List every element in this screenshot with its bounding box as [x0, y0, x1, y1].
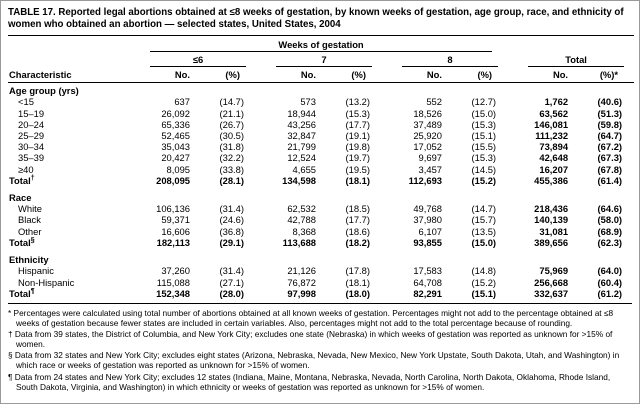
count-cell: 42,648: [539, 152, 569, 164]
count-cell: 573: [300, 96, 316, 108]
percent-cell: (64.0): [597, 265, 623, 277]
section-heading-row: [8, 248, 634, 265]
section-heading: Ethnicity: [9, 254, 49, 266]
percent-cell: (14.8): [471, 265, 497, 277]
percent-cell: (51.3): [597, 107, 623, 119]
percent-cell: (14.5): [471, 163, 497, 175]
percent-cell: (17.7): [345, 214, 370, 226]
percent-cell: (28.0): [219, 287, 244, 299]
percent-cell: (61.2): [597, 287, 623, 299]
count-cell: 455,386: [534, 174, 569, 186]
percent-cell: (67.8): [597, 163, 623, 175]
percent-cell: (18.1): [345, 174, 370, 186]
table-row: [8, 108, 634, 119]
percent-cell: (15.3): [471, 152, 497, 164]
percent-cell: (64.7): [597, 130, 623, 142]
percent-cell: (19.7): [345, 152, 370, 164]
percent-cell: (17.8): [345, 265, 370, 277]
row-label: ≥40: [18, 163, 34, 175]
row-label: Non-Hispanic: [18, 276, 75, 288]
table-row: [8, 96, 634, 107]
table-row: [8, 277, 634, 288]
percent-cell: (30.5): [219, 130, 244, 142]
count-cell: 18,944: [287, 107, 316, 119]
percent-cell: (13.5): [471, 225, 497, 237]
table-row: [8, 226, 634, 237]
percent-cell: (18.6): [345, 225, 370, 237]
col-group-total-label: Total: [528, 52, 624, 67]
percent-cell: (17.7): [345, 118, 370, 130]
total-row: [8, 175, 634, 186]
count-cell: 64,708: [413, 276, 442, 288]
table-body: [8, 83, 634, 299]
section-heading: Age group (yrs): [9, 85, 79, 97]
percent-cell: (14.7): [219, 96, 244, 108]
percent-cell: (15.2): [471, 276, 497, 288]
percent-cell: (60.4): [597, 276, 623, 288]
count-cell: 12,524: [287, 152, 316, 164]
column-group-row: [8, 52, 634, 67]
percent-cell: (15.1): [471, 130, 497, 142]
weeks-of-gestation-label: Weeks of gestation: [150, 39, 492, 52]
row-label: Hispanic: [18, 265, 54, 277]
count-cell: 37,260: [161, 265, 190, 277]
count-cell: 146,081: [534, 118, 569, 130]
row-label: Black: [18, 214, 41, 226]
count-cell: 8,095: [166, 163, 190, 175]
total-row: [8, 237, 634, 248]
percent-cell: (31.4): [219, 265, 244, 277]
table-row: [8, 164, 634, 175]
col-group-total: [508, 52, 634, 67]
footnote-asterisk: * Percentages were calculated using total number of abortions obtained at all known weeks of gestation. Percentages might not add to the percentage obtained at ≤8 weeks of gestation because fewer states are included in certain variables. Also, percentages might not add to the total percentage because of rounding.: [8, 307, 614, 329]
count-cell: 59,371: [161, 214, 190, 226]
percent-cell: (21.1): [219, 107, 244, 119]
percent-cell: (15.0): [471, 107, 497, 119]
percent-cell: (19.8): [345, 141, 370, 153]
percent-cell: (28.1): [219, 174, 244, 186]
table-row: [8, 265, 634, 276]
percent-cell: (15.2): [471, 174, 497, 186]
count-cell: 65,336: [161, 118, 190, 130]
count-cell: 82,291: [413, 287, 442, 299]
group-header-row: [8, 36, 634, 53]
count-cell: 21,799: [287, 141, 316, 153]
total-row: [8, 288, 634, 299]
count-cell: 332,637: [534, 287, 569, 299]
row-label: 35–39: [18, 152, 45, 164]
percent-cell: (15.0): [471, 236, 497, 248]
blank-cell: [8, 36, 130, 53]
percent-cell: (67.3): [597, 152, 623, 164]
count-cell: 113,688: [282, 236, 316, 248]
count-cell: 63,562: [539, 107, 569, 119]
percent-cell: (68.9): [597, 225, 623, 237]
percent-cell: (27.1): [219, 276, 244, 288]
count-cell: 43,256: [287, 118, 316, 130]
percent-cell: (15.1): [471, 287, 497, 299]
count-cell: 31,081: [539, 225, 569, 237]
percent-cell: (18.5): [345, 203, 370, 215]
table-row: [8, 141, 634, 152]
row-label: <15: [18, 96, 34, 108]
count-cell: 62,532: [287, 203, 316, 215]
count-cell: 21,126: [287, 265, 316, 277]
count-cell: 140,139: [534, 214, 569, 226]
percent-cell: (67.2): [597, 141, 623, 153]
col-group-8-label: 8: [402, 52, 498, 67]
count-cell: 106,136: [156, 203, 190, 215]
count-cell: 218,436: [534, 203, 569, 215]
pct-header: (%): [324, 67, 382, 83]
percent-cell: (61.4): [597, 174, 623, 186]
count-cell: 37,980: [413, 214, 442, 226]
count-cell: 9,697: [418, 152, 442, 164]
count-cell: 389,656: [534, 236, 569, 248]
percent-cell: (12.7): [471, 96, 497, 108]
count-cell: 17,583: [413, 265, 442, 277]
no-header: No.: [382, 67, 450, 83]
percent-cell: (36.8): [219, 225, 244, 237]
no-header: No.: [256, 67, 324, 83]
count-cell: 97,998: [287, 287, 316, 299]
count-cell: 16,606: [161, 225, 190, 237]
section-heading: Race: [9, 192, 32, 204]
count-cell: 182,113: [156, 236, 190, 248]
row-label: Total§: [9, 236, 35, 248]
table-title: TABLE 17. Reported legal abortions obtained at ≤8 weeks of gestation, by known weeks of gestation, age group, race, and ethnicity of women who obtained an abortion — selected states, United States, 2004: [8, 7, 624, 31]
percent-cell: (19.1): [345, 130, 370, 142]
no-header: No.: [508, 67, 576, 83]
blank-cell: [8, 52, 130, 67]
footnote-marker: §: [30, 236, 35, 244]
section-heading-row: [8, 83, 634, 97]
characteristic-header: Characteristic: [8, 67, 130, 83]
count-cell: 32,847: [287, 130, 316, 142]
table-row: [8, 119, 634, 130]
count-cell: 26,092: [161, 107, 190, 119]
footnote-pilcrow: ¶ Data from 24 states and New York City; excludes 12 states (Indiana, Maine, Montana, Nebraska, Nevada, North Carolina, North Dakota, Oklahoma, Rhode Island, South Dakota, Virginia, and Washington) in which ethnicity or weeks of gestation was reported as unknown for >15% of women.: [8, 371, 611, 392]
table-row: [8, 152, 634, 163]
count-cell: 208,095: [156, 174, 190, 186]
count-cell: 1,762: [544, 96, 569, 108]
col-group-lte6-label: ≤6: [150, 52, 246, 67]
footnote-marker: †: [30, 174, 35, 182]
table-row: [8, 214, 634, 225]
percent-cell: (15.3): [471, 118, 497, 130]
count-cell: 37,489: [413, 118, 442, 130]
table-row: [8, 203, 634, 214]
pct-header: (%): [450, 67, 508, 83]
count-cell: 75,969: [539, 265, 569, 277]
count-cell: 134,598: [282, 174, 316, 186]
count-cell: 17,052: [413, 141, 442, 153]
percent-cell: (26.7): [219, 118, 244, 130]
count-cell: 52,465: [161, 130, 190, 142]
row-label: White: [18, 203, 42, 215]
pct-header: (%): [198, 67, 256, 83]
percent-cell: (18.0): [345, 287, 370, 299]
count-cell: 552: [426, 96, 442, 108]
footnote-dagger: † Data from 39 states, the District of Columbia, and New York City; excludes one state (Nebraska) in which weeks of gestation was reported as unknown for >15% of women.: [8, 329, 613, 350]
abortions-by-gestation-table: [8, 35, 634, 299]
count-cell: 49,768: [413, 203, 442, 215]
percent-cell: (64.6): [597, 203, 623, 215]
count-cell: 111,232: [535, 130, 569, 142]
footnote-marker: ¶: [30, 287, 35, 295]
footnote-section: § Data from 32 states and New York City; excludes eight states (Arizona, Nebraska, Nevada, New Mexico, New York Upstate, South Dakota, Utah, and Washington) in which race or weeks of gestation was reported as unknown for >15% of women.: [8, 350, 620, 371]
footnotes: [8, 303, 632, 392]
count-cell: 18,526: [413, 107, 442, 119]
row-label: Total¶: [9, 287, 35, 299]
count-cell: 20,427: [161, 152, 190, 164]
count-cell: 93,855: [413, 236, 442, 248]
percent-cell: (14.7): [471, 203, 497, 215]
percent-cell: (15.7): [471, 214, 497, 226]
count-cell: 3,457: [418, 163, 442, 175]
percent-cell: (18.2): [345, 236, 370, 248]
count-cell: 637: [174, 96, 190, 108]
count-cell: 16,207: [539, 163, 569, 175]
percent-cell: (24.6): [219, 214, 244, 226]
row-label: 20–24: [18, 118, 45, 130]
row-label: 25–29: [18, 130, 45, 142]
col-group-8: [382, 52, 508, 67]
count-cell: 112,693: [408, 174, 442, 186]
row-label: Total†: [9, 174, 35, 186]
count-cell: 35,043: [161, 141, 190, 153]
percent-cell: (31.8): [219, 141, 244, 153]
count-cell: 115,088: [156, 276, 190, 288]
percent-cell: (29.1): [219, 236, 244, 248]
count-cell: 42,788: [287, 214, 316, 226]
count-cell: 76,872: [287, 276, 316, 288]
count-cell: 8,368: [292, 225, 316, 237]
count-cell: 4,655: [292, 163, 316, 175]
percent-cell: (15.5): [471, 141, 497, 153]
percent-cell: (18.1): [345, 276, 370, 288]
count-cell: 152,348: [156, 287, 190, 299]
col-group-7-label: 7: [276, 52, 372, 67]
percent-cell: (33.8): [219, 163, 244, 175]
percent-cell: (15.3): [345, 107, 370, 119]
row-label: 30–34: [18, 141, 45, 153]
row-label: 15–19: [18, 107, 45, 119]
pct-header-total: (%)*: [576, 67, 634, 83]
count-cell: 6,107: [418, 225, 442, 237]
percent-cell: (58.0): [597, 214, 623, 226]
percent-cell: (13.2): [345, 96, 370, 108]
row-label: Other: [18, 225, 42, 237]
blank-cell: [508, 36, 634, 53]
percent-cell: (31.4): [219, 203, 244, 215]
count-cell: 25,920: [413, 130, 442, 142]
count-cell: 256,668: [534, 276, 569, 288]
count-cell: 73,894: [539, 141, 569, 153]
percent-cell: (59.8): [597, 118, 623, 130]
table-row: [8, 130, 634, 141]
percent-cell: (32.2): [219, 152, 244, 164]
weeks-of-gestation-header: [130, 36, 508, 53]
percent-cell: (40.6): [597, 96, 623, 108]
column-header-row: [8, 67, 634, 83]
no-header: No.: [130, 67, 198, 83]
percent-cell: (62.3): [597, 236, 623, 248]
section-heading-row: [8, 186, 634, 203]
col-group-7: [256, 52, 382, 67]
percent-cell: (19.5): [345, 163, 370, 175]
col-group-lte6: [130, 52, 256, 67]
